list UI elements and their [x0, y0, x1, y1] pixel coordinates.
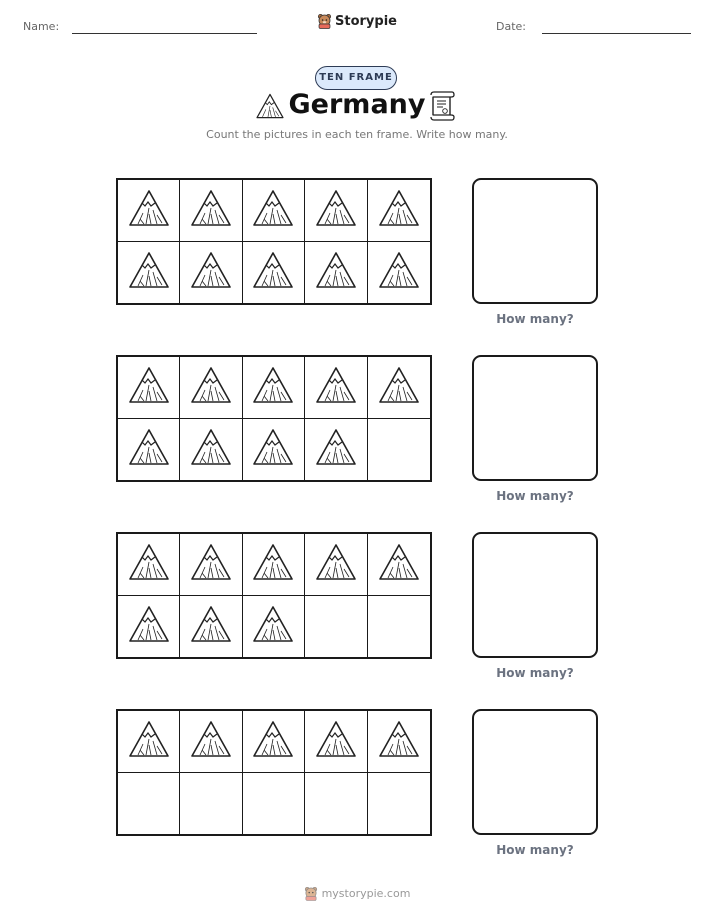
mountain-icon	[127, 188, 171, 233]
ten-frame-cell	[118, 534, 180, 596]
ten-frame-cell	[368, 711, 430, 773]
ten-frame-cell	[243, 534, 305, 596]
brand	[0, 13, 714, 33]
ten-frame-2	[116, 355, 432, 482]
ten-frame-cell	[118, 711, 180, 773]
mountain-icon	[377, 365, 421, 410]
mountain-icon	[251, 365, 295, 410]
ten-frame-cell	[368, 357, 430, 419]
ten-frame-cell	[180, 357, 242, 419]
ten-frame-cell	[118, 596, 180, 658]
mountain-icon	[377, 719, 421, 764]
mountain-icon	[189, 365, 233, 410]
ten-frame-cell	[180, 534, 242, 596]
mountain-icon	[127, 719, 171, 764]
ten-frame-cell	[118, 242, 180, 304]
footer-url[interactable]: mystorypie.com	[321, 887, 411, 900]
ten-frame-cell	[180, 419, 242, 481]
ten-frame-cell	[180, 596, 242, 658]
how-many-label-1: How many?	[496, 312, 574, 326]
answer-box-2[interactable]	[472, 355, 598, 481]
date-line[interactable]	[542, 33, 691, 34]
bear-logo-icon	[304, 886, 318, 901]
how-many-label-2: How many?	[496, 489, 574, 503]
ten-frame-cell	[118, 419, 180, 481]
ten-frame-cell	[180, 242, 242, 304]
mountain-icon	[189, 719, 233, 764]
mountain-icon	[251, 188, 295, 233]
ten-frame-cell	[305, 596, 367, 658]
ten-frame-cell	[305, 242, 367, 304]
mountain-icon	[314, 719, 358, 764]
ten-frame-cell	[118, 357, 180, 419]
ten-frame-cell	[305, 180, 367, 242]
mountain-icon	[251, 604, 295, 649]
ten-frame-cell	[118, 773, 180, 835]
bear-logo-icon	[317, 13, 332, 29]
answer-box-1[interactable]	[472, 178, 598, 304]
ten-frame-1	[116, 178, 432, 305]
ten-frame-cell	[243, 242, 305, 304]
name-line[interactable]	[72, 33, 257, 34]
ten-frame-cell	[243, 773, 305, 835]
instructions: Count the pictures in each ten frame. Write how many.	[206, 128, 508, 141]
ten-frame-cell	[368, 180, 430, 242]
ten-frame-cell	[368, 773, 430, 835]
ten-frame-cell	[368, 419, 430, 481]
mountain-icon	[127, 365, 171, 410]
mountain-icon	[127, 250, 171, 295]
ten-frame-cell	[305, 357, 367, 419]
mountain-icon	[377, 188, 421, 233]
ten-frame-cell	[305, 773, 367, 835]
mountain-icon	[251, 427, 295, 472]
footer	[0, 886, 714, 904]
ten-frame-cell	[305, 534, 367, 596]
ten-frame-cell	[243, 180, 305, 242]
answer-box-4[interactable]	[472, 709, 598, 835]
ten-frame-cell	[243, 711, 305, 773]
name-label: Name:	[23, 20, 60, 33]
mountain-icon	[189, 542, 233, 587]
ten-frame-cell	[305, 419, 367, 481]
mountain-icon	[314, 188, 358, 233]
mountain-icon	[189, 188, 233, 233]
mountain-icon	[314, 542, 358, 587]
mountain-icon	[314, 427, 358, 472]
mountain-icon	[251, 542, 295, 587]
ten-frame-cell	[118, 180, 180, 242]
mountain-icon	[189, 250, 233, 295]
ten-frame-3	[116, 532, 432, 659]
answer-box-3[interactable]	[472, 532, 598, 658]
page-title: Germany	[288, 89, 426, 120]
mountain-icon	[127, 427, 171, 472]
brand-name: Storypie	[335, 13, 397, 29]
scroll-icon	[428, 90, 456, 122]
how-many-label-4: How many?	[496, 843, 574, 857]
mountain-icon	[127, 604, 171, 649]
mountain-icon	[377, 250, 421, 295]
mountain-icon	[251, 719, 295, 764]
ten-frame-badge: TEN FRAME	[315, 66, 397, 90]
mountain-icon	[377, 542, 421, 587]
ten-frame-cell	[243, 596, 305, 658]
mountain-icon	[189, 427, 233, 472]
ten-frame-cell	[180, 711, 242, 773]
mountain-icon	[127, 542, 171, 587]
ten-frame-cell	[368, 534, 430, 596]
ten-frame-cell	[243, 419, 305, 481]
ten-frame-cell	[305, 711, 367, 773]
mountain-icon	[314, 250, 358, 295]
ten-frame-cell	[368, 596, 430, 658]
ten-frame-4	[116, 709, 432, 836]
ten-frame-cell	[368, 242, 430, 304]
mountain-icon	[189, 604, 233, 649]
mountain-icon	[314, 365, 358, 410]
date-label: Date:	[496, 20, 526, 33]
mountain-icon	[251, 250, 295, 295]
ten-frame-cell	[243, 357, 305, 419]
ten-frame-cell	[180, 773, 242, 835]
how-many-label-3: How many?	[496, 666, 574, 680]
ten-frame-cell	[180, 180, 242, 242]
